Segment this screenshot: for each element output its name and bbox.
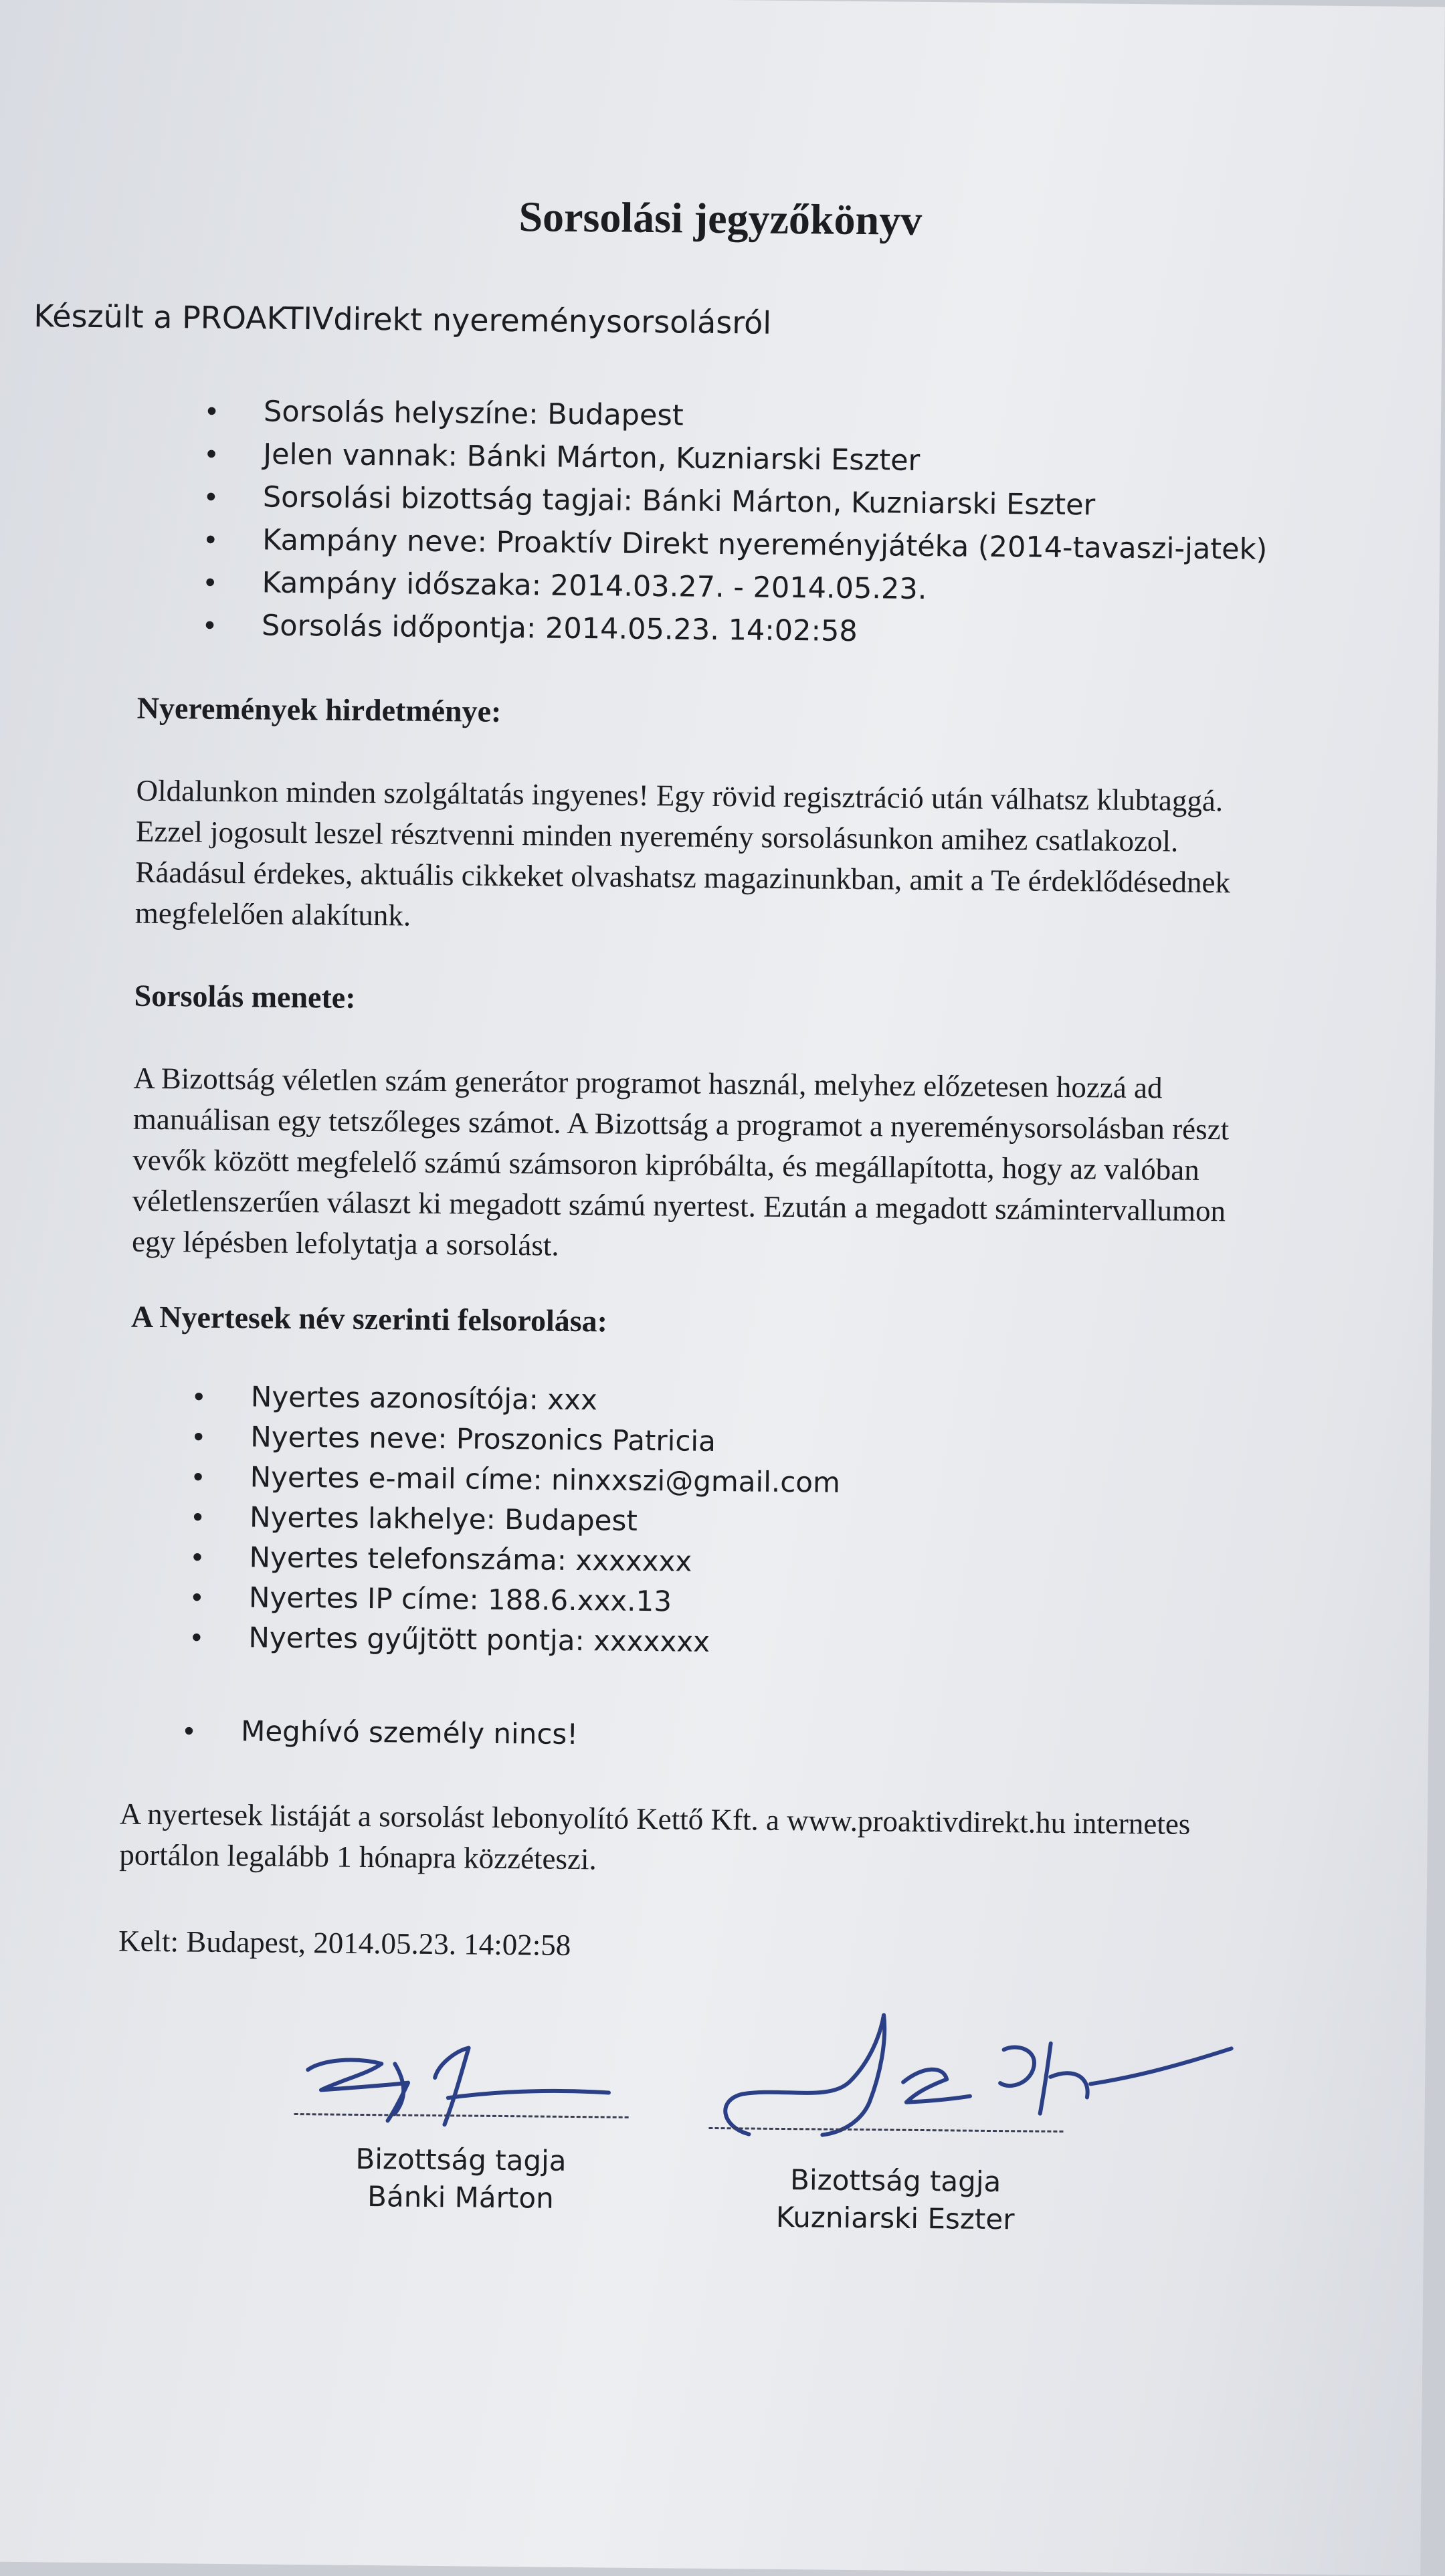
prizes-line: megfelelően alakítunk. [134, 896, 411, 932]
process-line: véletlenszerűen választ ki megadott számú nyertest. Ezután a megadott számintervallumon [132, 1183, 1226, 1228]
info-campaign-name: • Kampány neve: Proaktív Direkt nyereményjátéka (2014-tavaszi-jatek) [262, 518, 1268, 571]
prizes-line: Oldalunkon minden szolgáltatás ingyenes! Egy rövid regisztráció után válhatsz klubtaggá. [136, 773, 1224, 818]
inviter-list [241, 1711, 579, 1755]
info-campaign-period: • Kampány időszaka: 2014.03.27. - 2014.05.23. [262, 561, 1267, 613]
signature-2-caption [721, 2161, 1070, 2239]
prizes-heading: Nyeremények hirdetménye: [136, 690, 502, 728]
date-line [118, 1920, 1443, 1974]
winner-phone: • Nyertes telefonszáma: xxxxxxx [249, 1537, 840, 1583]
info-draw-time: • Sorsolás időpontja: 2014.05.23. 14:02:58 [262, 604, 1267, 656]
info-present: • Jelen vannak: Bánki Márton, Kuzniarski Eszter [263, 433, 1268, 485]
dated-text: Kelt: Budapest, 2014.05.23. 14:02:58 [118, 1924, 571, 1962]
info-list [262, 390, 1269, 656]
prizes-line: Ráadásul érdekes, aktuális cikkeket olvashatsz magazinunkban, amit a Te érdeklődésednek [135, 855, 1231, 900]
winner-residence: • Nyertes lakhelye: Budapest [250, 1497, 840, 1543]
winner-points: • Nyertes gyűjtött pontja: xxxxxxx [248, 1617, 839, 1663]
winner-list [248, 1377, 841, 1663]
process-paragraph [132, 1058, 1445, 1275]
publication-line: A nyertesek listáját a sorsolást lebonyolító Kettő Kft. a www.proaktivdirekt.hu internetes [119, 1797, 1191, 1841]
process-heading: Sorsolás menete: [134, 978, 356, 1015]
winners-heading: A Nyertesek név szerinti felsorolása: [130, 1299, 608, 1339]
signature-2-role: Bizottság tagja [789, 2163, 1001, 2199]
signature-1-image [294, 2023, 656, 2147]
process-line: manuálisan egy tetszőleges számot. A Bizottság a programot a nyereménysorsolásban részt [132, 1102, 1230, 1147]
winner-id: • Nyertes azonosítója: xxx [251, 1377, 842, 1422]
winner-ip: • Nyertes IP címe: 188.6.xxx.13 [249, 1577, 840, 1623]
inviter-item: • Meghívó személy nincs! [241, 1711, 579, 1755]
process-line: vevők között megfelelő számú számsoron kipróbálta, és megállapította, hogy az valóban [132, 1143, 1200, 1187]
winner-name: • Nyertes neve: Proszonics Patricia [250, 1417, 841, 1462]
document-subtitle: Készült a PROAKTIVdirekt nyereménysorsolásról [33, 298, 772, 341]
publication-paragraph [119, 1793, 1444, 1888]
info-location: • Sorsolás helyszíne: Budapest [264, 390, 1269, 442]
winner-email: • Nyertes e-mail címe: ninxxszi@gmail.com [250, 1457, 840, 1502]
signature-1-name: Bánki Márton [367, 2180, 554, 2215]
info-committee: • Sorsolási bizottság tagjai: Bánki Márton, Kuzniarski Eszter [263, 476, 1268, 528]
prizes-paragraph [135, 771, 1445, 947]
process-line: A Bizottság véletlen szám generátor programot használ, melyhez előzetesen hozzá ad [133, 1061, 1163, 1105]
signature-2-image [702, 2000, 1278, 2159]
signature-1-caption [293, 2140, 628, 2218]
process-line: egy lépésben lefolytatja a sorsolást. [131, 1224, 559, 1262]
document-title: Sorsolási jegyzőkönyv [518, 193, 923, 244]
publication-line: portálon legalább 1 hónapra közzéteszi. [119, 1838, 597, 1876]
signature-area [0, 1993, 1426, 2274]
signature-2-name: Kuzniarski Eszter [775, 2200, 1015, 2236]
prizes-line: Ezzel jogosult leszel résztvenni minden nyeremény sorsolásunkon amihez csatlakozol. [135, 814, 1179, 858]
signature-1-role: Bizottság tagja [355, 2142, 567, 2177]
